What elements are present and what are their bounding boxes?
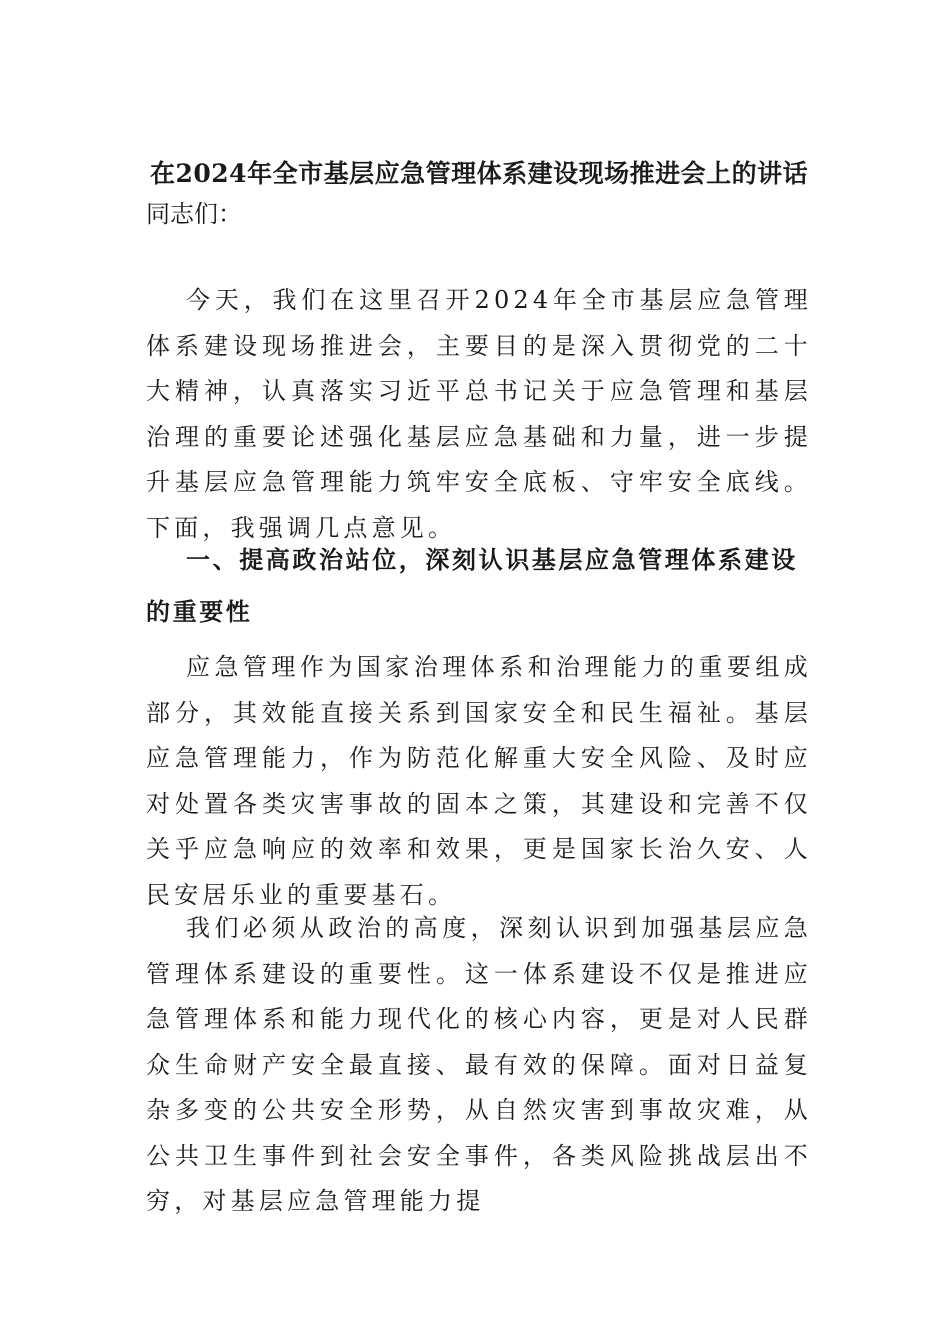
document-title: 在2024年全市基层应急管理体系建设现场推进会上的讲话 xyxy=(150,159,809,188)
salutation: 同志们： xyxy=(146,200,242,228)
paragraph-intro: 今天，我们在这里召开2024年全市基层应急管理体系建设现场推进会，主要目的是深入贯彻党的二十大精神，认真落实习近平总书记关于应急管理和基层治理的重要论述强化基层应急基础和力量，进一步提升基层应急管理能力筑牢安全底板、守牢安全底线。下面，我强调几点意见。 xyxy=(146,286,812,542)
paragraph-political-height: 我们必须从政治的高度，深刻认识到加强基层应急管理体系建设的重要性。这一体系建设不仅是推进应急管理体系和能力现代化的核心内容，更是对人民群众生命财产安全最直接、最有效的保障。面对日益复杂多变的公共安全形势，从自然灾害到事故灾难，从公共卫生事件到社会安全事件，各类风险挑战层出不穷，对基层应急管理能力提 xyxy=(146,914,812,1215)
section-heading-1: 一、提高政治站位，深刻认识基层应急管理体系建设的重要性 xyxy=(146,545,798,626)
paragraph-importance: 应急管理作为国家治理体系和治理能力的重要组成部分，其效能直接关系到国家安全和民生福祉。基层应急管理能力，作为防范化解重大安全风险、及时应对处置各类灾害事故的固本之策，其建设和完善不仅关乎应急响应的效率和效果，更是国家长治久安、人民安居乐业的重要基石。 xyxy=(146,653,812,909)
